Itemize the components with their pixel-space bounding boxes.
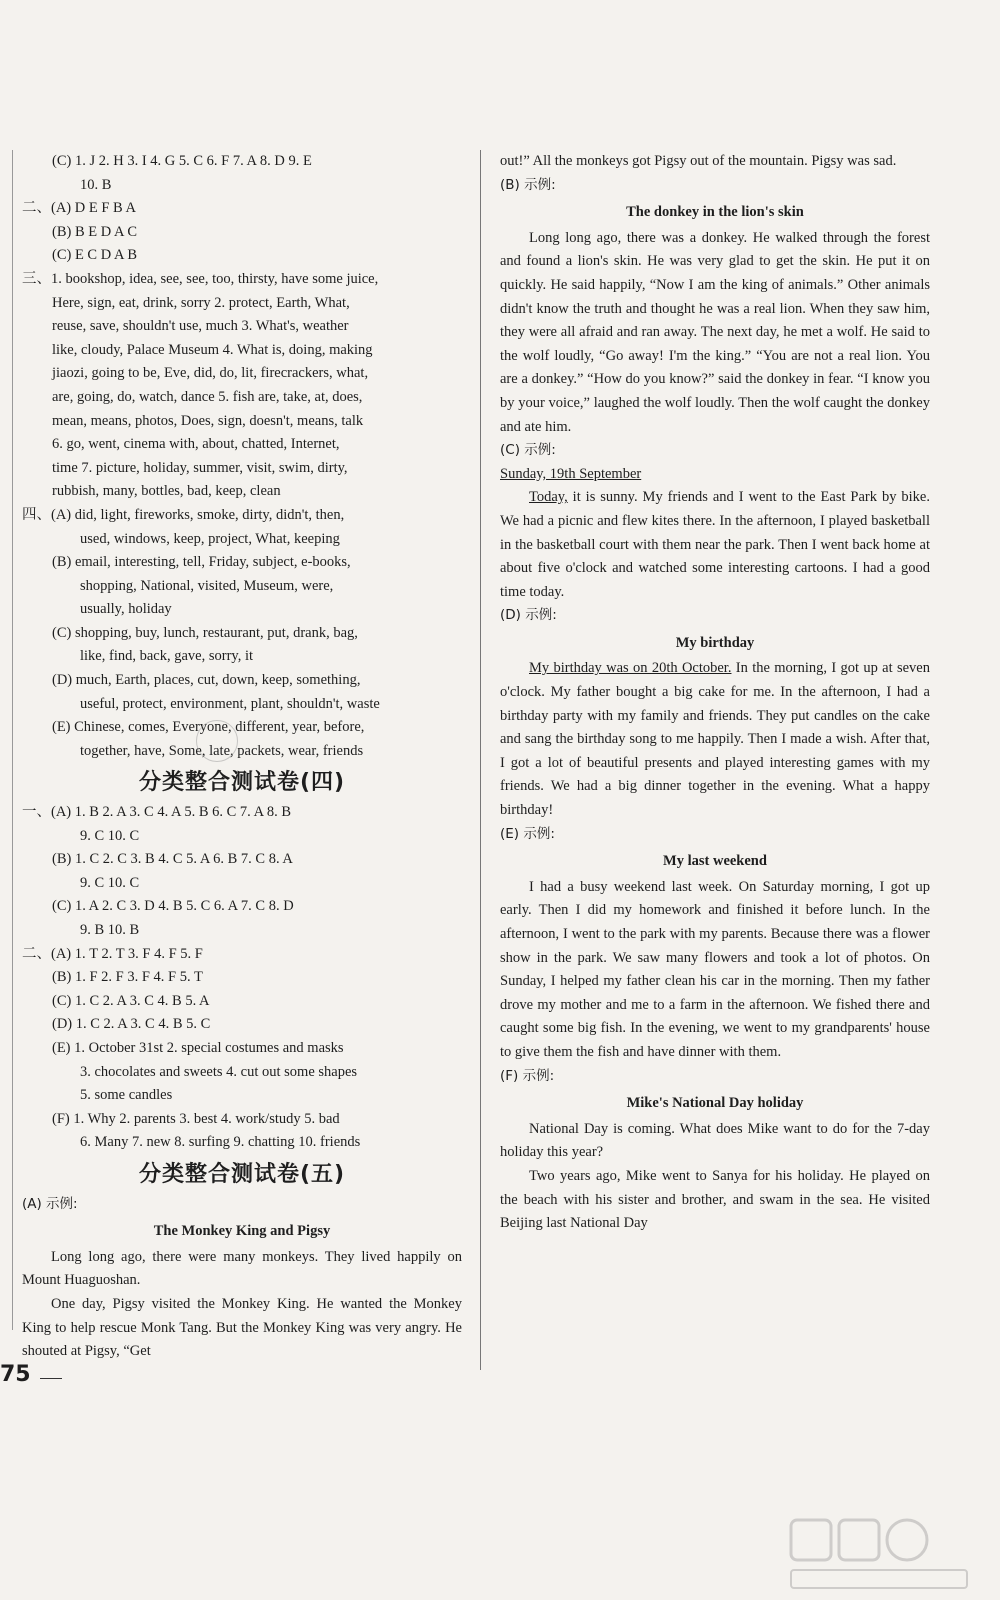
essay-date: Sunday, 19th September (500, 465, 642, 482)
essay-title: My birthday (675, 634, 755, 651)
seal-stamp-icon (196, 720, 238, 762)
paragraph-text: it is sunny. My friends and I went to the East Park by bike. We had a picnic and flew kites there. In the afternoon, I played basketball in the basketball court with them near the park. Then I went back home at about five o'clock and watched some interesting cartoons. I had a good time today. (500, 489, 930, 600)
essay-title: The donkey in the lion's skin (626, 204, 804, 221)
essay-paragraph (500, 657, 930, 822)
answer-line: together, have, Some, late, packets, wear, friends (80, 742, 364, 759)
essay-paragraph: out!” All the monkeys got Pigsy out of the mountain. Pigsy was sad. (500, 153, 897, 169)
answer-line: (C) 1. J 2. H 3. I 4. G 5. C 6. F 7. A 8. D 9. E (52, 153, 312, 169)
essay-paragraph: Long long ago, there were many monkeys. They lived happily on Mount Huaguoshan. (22, 1248, 462, 1289)
answer-line: 二、(A) D E F B A (22, 200, 136, 217)
answer-line: used, windows, keep, project, What, keeping (80, 530, 340, 547)
answer-line: usually, holiday (80, 601, 172, 618)
essay-title: My last weekend (663, 853, 767, 870)
essay-label: (E) 示例: (500, 825, 555, 842)
answer-line: (E) 1. October 31st 2. special costumes and masks (52, 1039, 344, 1056)
answer-line: (D) 1. C 2. A 3. C 4. B 5. C (52, 1016, 211, 1033)
answer-line: (C) shopping, buy, lunch, restaurant, put, drank, bag, (52, 624, 358, 641)
essay-paragraph: I had a busy weekend last week. On Saturday morning, I got up early. Then I did my homework and finished it before lunch. In the afternoon, I went to the park with my parents. Because there was a flower show in the park. We saw many flowers and took a lot of photos. On Sunday, I helped my father clean his car in the morning. Then my father drove my mother and me to a farm in the afternoon. We fished there and caught some big fish. In the evening, we went to my grandparents' house to give them the fish and have dinner with them. (500, 878, 930, 1060)
underlined-start: Today, (529, 489, 568, 506)
essay-paragraph: National Day is coming. What does Mike want to do for the 7-day holiday this year? (500, 1120, 930, 1161)
answer-line: (F) 1. Why 2. parents 3. best 4. work/study 5. bad (52, 1110, 340, 1127)
answer-line: 10. B (80, 176, 112, 193)
answer-line: 3. chocolates and sweets 4. cut out some shapes (80, 1063, 358, 1080)
paragraph-text: In the morning, I got up at seven o'clock. My father bought a big cake for me. In the afternoon, I had a birthday party with my family and friends. They put candles on the cake and sang the birthday song to me happily. Then I made a wish. After that, I got a lot of beautiful presents and played interesting games with my friends. We had a big dinner together in the evening. What a happy birthday! (500, 660, 930, 819)
essay-label: (F) 示例: (500, 1067, 555, 1084)
answer-line: jiaozi, going to be, Eve, did, do, lit, firecrackers, what, (52, 365, 369, 382)
answer-line: reuse, save, shouldn't use, much 3. What's, weather (52, 318, 349, 335)
essay-label: (A) 示例: (22, 1195, 78, 1212)
answer-line: useful, protect, environment, plant, shouldn't, waste (80, 695, 380, 712)
answer-line: rubbish, many, bottles, bad, keep, clean (52, 483, 281, 500)
answer-line: (C) 1. A 2. C 3. D 4. B 5. C 6. A 7. C 8. D (52, 898, 294, 915)
answer-line: 四、(A) did, light, fireworks, smoke, dirty, didn't, then, (22, 506, 345, 523)
answer-line: 9. B 10. B (80, 922, 140, 938)
essay-label: (D) 示例: (500, 607, 557, 624)
essay-paragraph: Two years ago, Mike went to Sanya for his holiday. He played on the beach with his sister and brother, and swam in the sea. He visited Beijing last National Day (500, 1167, 930, 1232)
answer-line: 5. some candles (80, 1087, 173, 1104)
answer-line: 9. C 10. C (80, 827, 140, 844)
answer-line: (B) 1. C 2. C 3. B 4. C 5. A 6. B 7. C 8. A (52, 851, 293, 868)
watermark-logo-icon (785, 1514, 975, 1594)
answer-line: (B) B E D A C (52, 223, 137, 240)
underlined-start: My birthday was on 20th October. (529, 660, 732, 677)
right-column (500, 150, 930, 1236)
page-number: 75 (0, 1362, 31, 1387)
column-divider (480, 150, 481, 1370)
answer-line: shopping, National, visited, Museum, were, (80, 577, 334, 594)
answer-line: like, cloudy, Palace Museum 4. What is, doing, making (52, 341, 373, 358)
answer-line: 二、(A) 1. T 2. T 3. F 4. F 5. F (22, 945, 203, 962)
answer-line: 一、(A) 1. B 2. A 3. C 4. A 5. B 6. C 7. A 8. B (22, 804, 292, 821)
answer-line: (B) email, interesting, tell, Friday, subject, e-books, (52, 554, 351, 571)
answer-line: (B) 1. F 2. F 3. F 4. F 5. T (52, 969, 203, 986)
answer-line: (D) much, Earth, places, cut, down, keep, something, (52, 672, 361, 689)
essay-paragraph: One day, Pigsy visited the Monkey King. He wanted the Monkey King to help rescue Monk Tang. But the Monkey King was very angry. He shouted at Pigsy, “Get (22, 1295, 462, 1360)
essay-title: The Monkey King and Pigsy (153, 1223, 331, 1240)
answer-line: (C) 1. C 2. A 3. C 4. B 5. A (52, 992, 210, 1009)
essay-paragraph: Long long ago, there was a donkey. He walked through the forest and found a lion's skin. He was very glad to get the skin. He put it on quickly. He said happily, “Now I am the king of animals.” Other animals didn't know the truth and thought he was a real lion. When they saw him, they were all afraid and ran away. The next day, he met a wolf. He said to the wolf loudly, “Go away! I'm the king.” “You are not a real lion. You are a donkey.” “How do you know?” said the donkey in fear. “I know you by your voice,” laughed the wolf loudly. Then the wolf caught the donkey and ate him. (500, 229, 930, 435)
answer-line: 6. go, went, cinema with, about, chatted, Internet, (52, 436, 340, 453)
section-title-5: 分类整合测试卷(五) (138, 1161, 346, 1187)
section-title-4: 分类整合测试卷(四) (138, 770, 346, 796)
answer-line: (E) Chinese, comes, Everyone, different, year, before, (52, 719, 365, 736)
page-number-rule (40, 1378, 62, 1379)
left-column (22, 150, 462, 1364)
answer-line: mean, means, photos, Does, sign, doesn't, means, talk (52, 412, 364, 429)
answer-line: Here, sign, eat, drink, sorry 2. protect, Earth, What, (52, 294, 350, 311)
essay-paragraph (500, 486, 930, 604)
answer-line: like, find, back, gave, sorry, it (80, 648, 254, 665)
answer-line: 6. Many 7. new 8. surfing 9. chatting 10. friends (80, 1134, 361, 1151)
answer-line: are, going, do, watch, dance 5. fish are, take, at, does, (52, 388, 363, 405)
page-edge (0, 150, 13, 1330)
essay-title: Mike's National Day holiday (626, 1095, 804, 1112)
answer-line: 三、1. bookshop, idea, see, see, too, thirsty, have some juice, (22, 270, 379, 287)
answer-line: time 7. picture, holiday, summer, visit, swim, dirty, (52, 459, 348, 476)
essay-label: (B) 示例: (500, 176, 556, 193)
answer-line: (C) E C D A B (52, 247, 137, 264)
essay-label: (C) 示例: (500, 442, 556, 459)
answer-line: 9. C 10. C (80, 874, 140, 891)
